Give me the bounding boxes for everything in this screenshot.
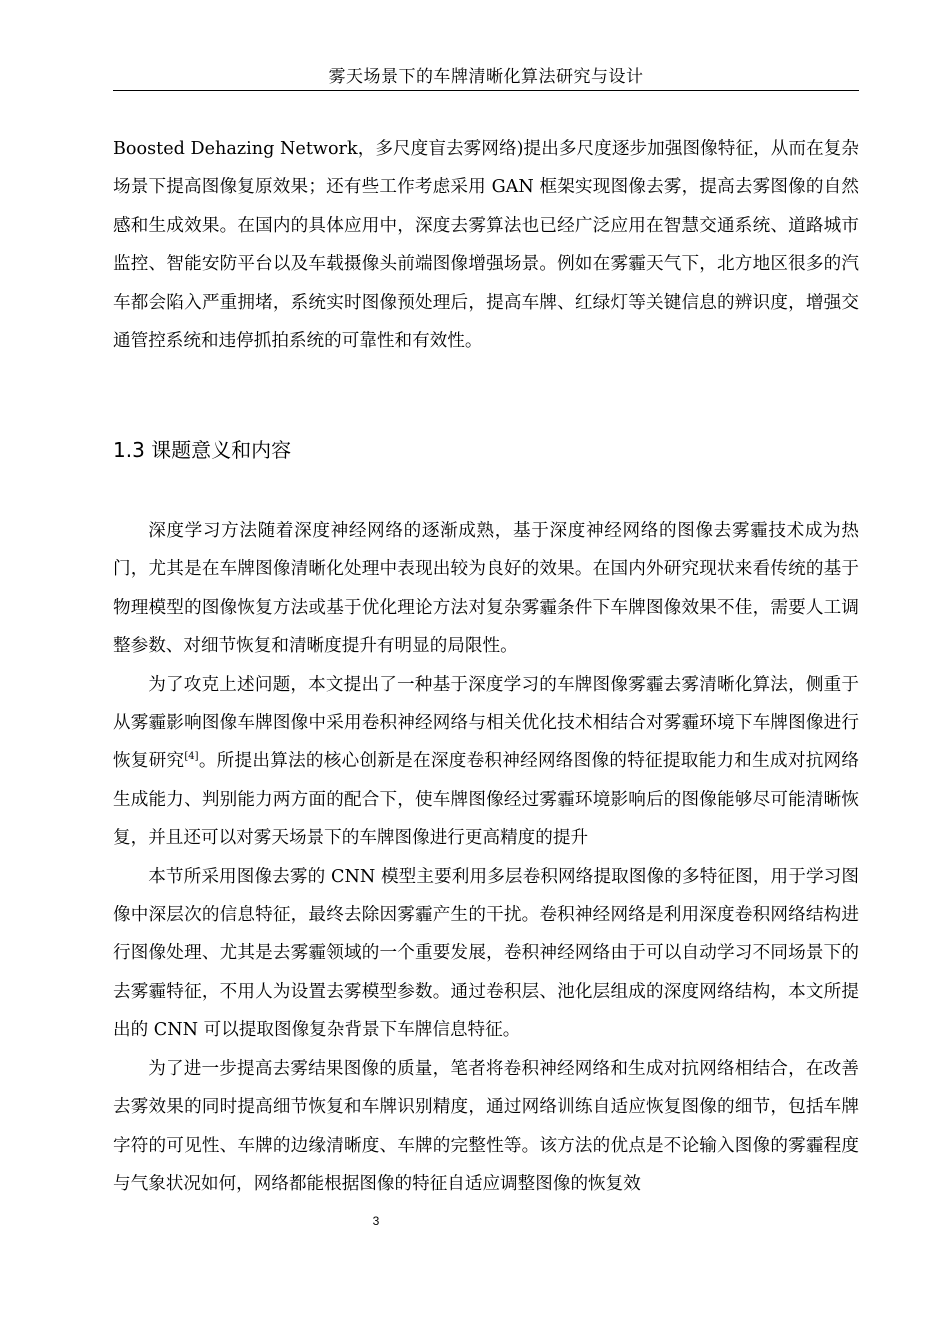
section-heading: 1.3 课题意义和内容 [113, 438, 292, 462]
section-body [113, 512, 859, 1203]
paragraph-2-text-a: 为了攻克上述问题，本文提出了一种基于深度学习的车牌图像雾霾去雾清晰化算法，侧重于从雾霾影响图像车牌图像中采用卷积神经网络与相关优化技术相结合对雾霾环境下车牌图像进行恢复研究 [113, 674, 859, 772]
page-number: 3 [372, 1214, 380, 1228]
paragraph-3: 本节所采用图像去雾的 CNN 模型主要利用多层卷积网络提取图像的多特征图，用于学习图像中深层次的信息特征，最终去除因雾霾产生的干扰。卷积神经网络是利用深度卷积网络结构进行图像处理、尤其是去雾霾领域的一个重要发展，卷积神经网络由于可以自动学习不同场景下的去雾霾特征，不用人为设置去雾模型参数。通过卷积层、池化层组成的深度网络结构，本文所提出的 CNN 可以提取图像复杂背景下车牌信息特征。 [113, 866, 859, 1041]
citation-ref: [4] [184, 751, 199, 763]
paragraph-4: 为了进一步提高去雾结果图像的质量，笔者将卷积神经网络和生成对抗网络相结合，在改善去雾效果的同时提高细节恢复和车牌识别精度，通过网络训练自适应恢复图像的细节，包括车牌字符的可见性、车牌的边缘清晰度、车牌的完整性等。该方法的优点是不论输入图像的雾霾程度与气象状况如何，网络都能根据图像的特征自适应调整图像的恢复效 [113, 1058, 859, 1194]
intro-paragraph: Boosted Dehazing Network，多尺度盲去雾网络)提出多尺度逐步加强图像特征，从而在复杂场景下提高图像复原效果；还有些工作考虑采用 GAN 框架实现图像去雾，提高去雾图像的自然感和生成效果。在国内的具体应用中，深度去雾算法也已经广泛应用在智慧交通系统、道路城市监控、智能安防平台以及车载摄像头前端图像增强场景。例如在雾霾天气下，北方地区很多的汽车都会陷入严重拥堵，系统实时图像预处理后，提高车牌、红绿灯等关键信息的辨识度，增强交通管控系统和违停抓拍系统的可靠性和有效性。 [113, 139, 859, 352]
paragraph-1: 深度学习方法随着深度神经网络的逐渐成熟，基于深度神经网络的图像去雾霾技术成为热门，尤其是在车牌图像清晰化处理中表现出较为良好的效果。在国内外研究现状来看传统的基于物理模型的图像恢复方法或基于优化理论方法对复杂雾霾条件下车牌图像效果不佳，需要人工调整参数、对细节恢复和清晰度提升有明显的局限性。 [113, 521, 859, 657]
running-header-title: 雾天场景下的车牌清晰化算法研究与设计 [328, 67, 644, 87]
paragraph-2 [113, 666, 859, 858]
header-divider [113, 90, 859, 91]
paragraph-2-text-b: 。所提出算法的核心创新是在深度卷积神经网络图像的特征提取能力和生成对抗网络生成能力、判别能力两方面的配合下，使车牌图像经过雾霾环境影响后的图像能够尽可能清晰恢复，并且还可以对雾天场景下的车牌图像进行更高精度的提升 [113, 751, 859, 849]
intro-text-block [113, 130, 859, 360]
